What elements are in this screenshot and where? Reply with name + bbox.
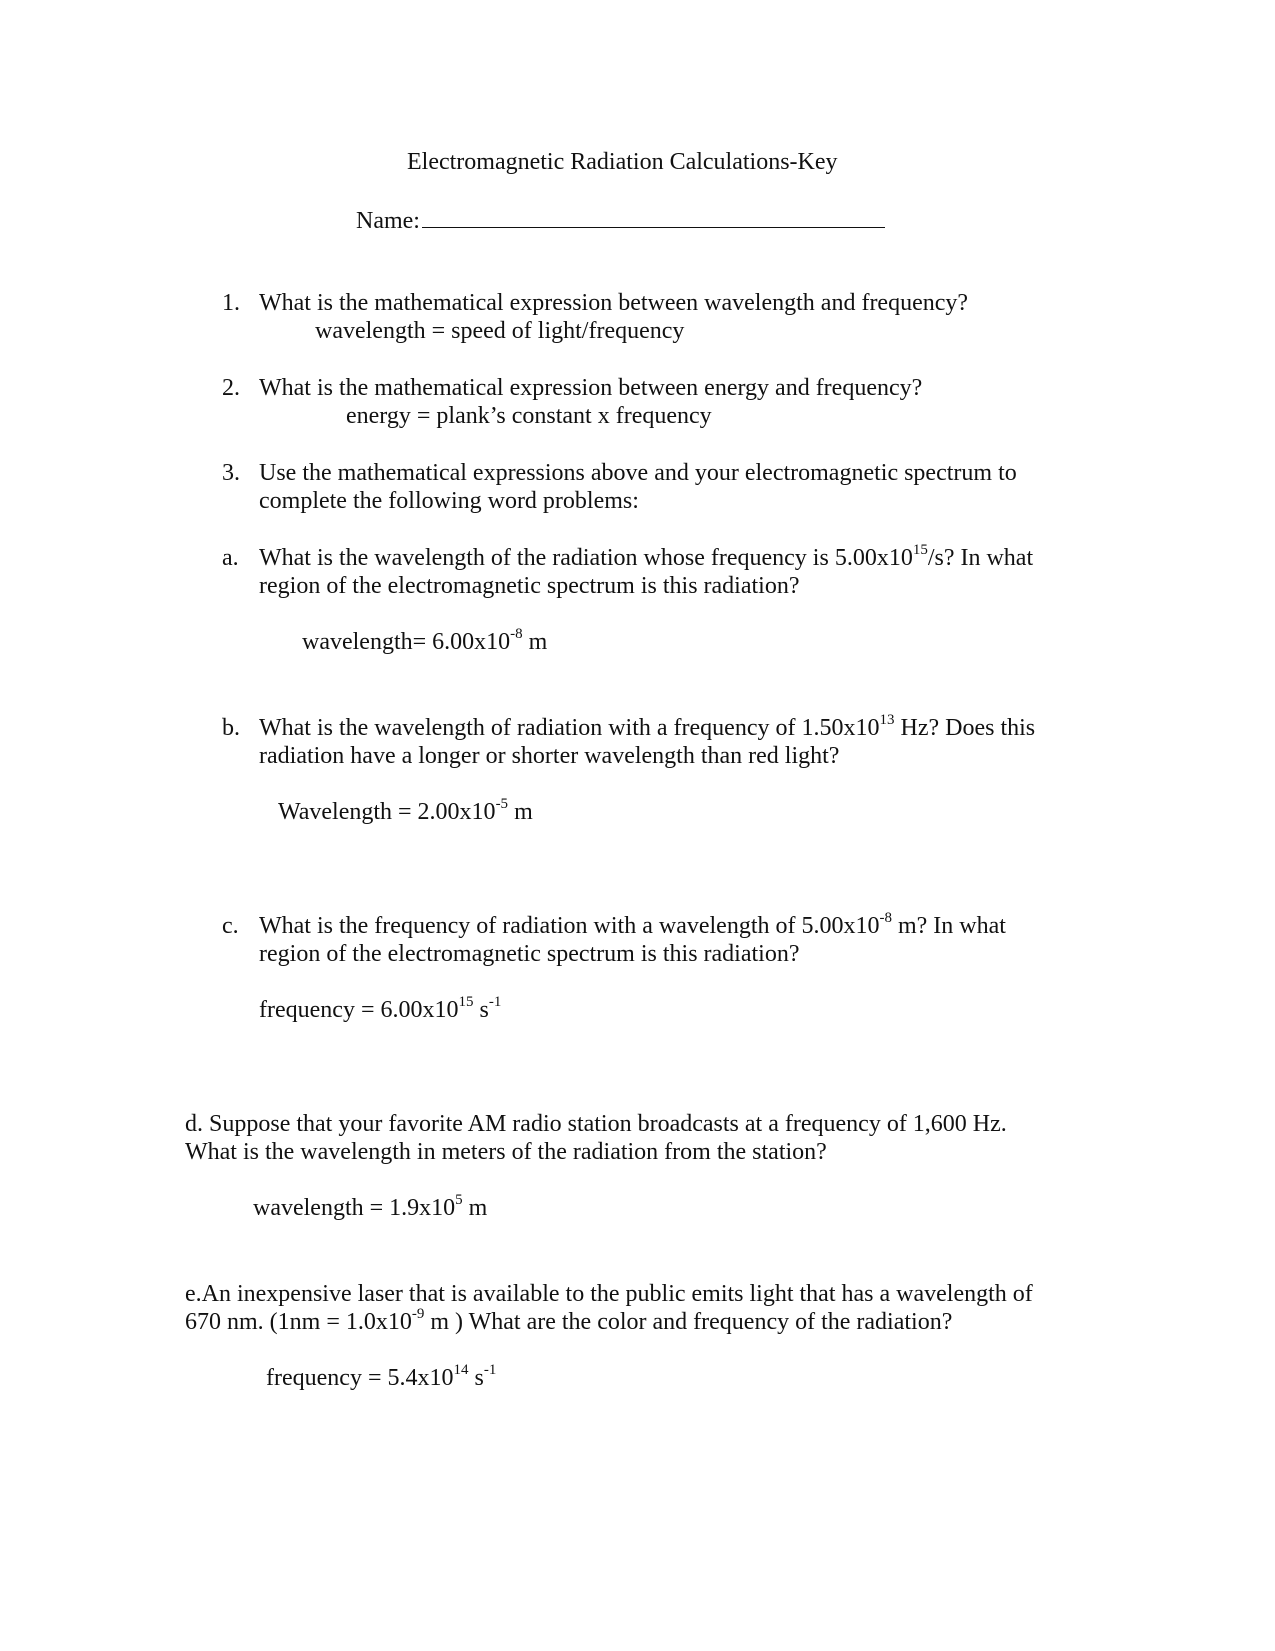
name-label: Name: (356, 208, 420, 234)
part-a-letter: a. (222, 545, 239, 571)
part-b-line-2: radiation have a longer or shorter wavelength than red light? (259, 743, 840, 769)
question-1-number: 1. (222, 290, 240, 316)
part-c-line-2: region of the electromagnetic spectrum is this radiation? (259, 941, 800, 967)
question-2-text: What is the mathematical expression between energy and frequency? (259, 375, 923, 401)
part-d-line-2: What is the wavelength in meters of the radiation from the station? (185, 1139, 827, 1165)
part-e-line-1: e.An inexpensive laser that is available to the public emits light that has a wavelength of (185, 1281, 1033, 1307)
part-c-answer: frequency = $6.00x10^{15}$ $s^{-1}$ (259, 994, 502, 1023)
part-e-line-2: 670 nm. ($1nm = 1.0x10^{-9}$ m ) What are the color and frequency of the radiation? (185, 1306, 953, 1335)
part-a-line-1: What is the wavelength of the radiation whose frequency is $5.00x10^{15}/s$? In what (259, 542, 1034, 571)
part-e-answer: frequency = $5.4x10^{14}$ $s^{-1}$ (266, 1362, 497, 1391)
question-3-line-2: complete the following word problems: (259, 488, 639, 514)
question-3-number: 3. (222, 460, 240, 486)
question-3-line-1: Use the mathematical expressions above and your electromagnetic spectrum to (259, 460, 1017, 486)
part-b-line-1: What is the wavelength of radiation with a frequency of $1.50x10^{13}$ Hz? Does this (259, 712, 1036, 741)
part-a-answer: wavelength= $6.00x10^{-8}$ m (302, 626, 548, 655)
part-b-letter: b. (222, 715, 240, 741)
question-1-text: What is the mathematical expression between wavelength and frequency? (259, 290, 969, 316)
part-a-line-2: region of the electromagnetic spectrum is this radiation? (259, 573, 800, 599)
name-blank-line[interactable] (422, 205, 885, 228)
question-2-answer: energy = plank’s constant x frequency (346, 403, 712, 429)
part-b-answer: Wavelength = $2.00x10^{-5}$ m (278, 796, 533, 825)
name-field[interactable] (356, 205, 885, 235)
part-c-letter: c. (222, 913, 239, 939)
part-d-answer: wavelength = $1.9x10^5$ m (253, 1192, 488, 1221)
question-1-answer: wavelength = speed of light/frequency (315, 318, 685, 344)
page-title: Electromagnetic Radiation Calculations-Key (407, 149, 838, 175)
question-2-number: 2. (222, 375, 240, 401)
part-c-line-1: What is the frequency of radiation with a wavelength of $5.00x10^{-8}$ m? In what (259, 910, 1006, 939)
part-d-line-1: d. Suppose that your favorite AM radio station broadcasts at a frequency of 1,600 Hz. (185, 1111, 1007, 1137)
